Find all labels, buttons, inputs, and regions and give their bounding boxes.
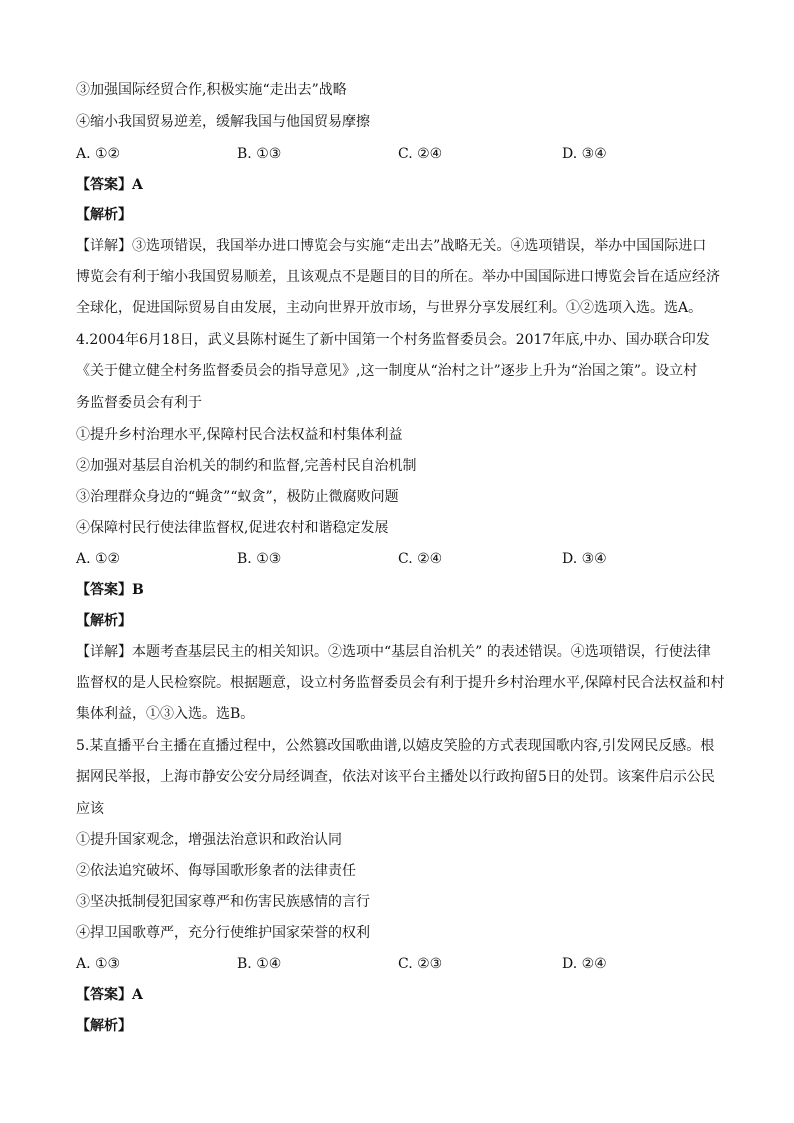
q4-analysis-heading: 【解析】 [76, 613, 132, 629]
q5-option-1: ①提升国家观念，增强法治意识和政治认同 [76, 832, 342, 848]
q4-choice-a: A. ①② [76, 551, 121, 567]
q5-stem-line-1: 5.某直播平台主播在直播过程中，公然篡改国歌曲谱,以嬉皮笑脸的方式表现国歌内容,引发网民反感。根 [76, 738, 715, 754]
q3-choice-b: B. ①③ [237, 146, 282, 162]
q3-option-4: ④缩小我国贸易逆差，缓解我国与他国贸易摩擦 [76, 114, 370, 130]
q5-option-3: ③坚决抵制侵犯国家尊严和伤害民族感情的言行 [76, 894, 370, 910]
q4-choice-d: D. ③④ [562, 551, 607, 567]
q3-answer: 【答案】A [76, 177, 143, 193]
q4-option-1: ①提升乡村治理水平,保障村民合法权益和村集体利益 [76, 427, 403, 443]
q5-answer: 【答案】A [76, 987, 143, 1003]
q4-choice-c: C. ②④ [398, 551, 443, 567]
q5-option-4: ④捍卫国歌尊严，充分行使维护国家荣誉的权利 [76, 925, 370, 941]
q5-choice-c: C. ②③ [398, 956, 443, 972]
q3-detail-line-1: 【详解】③选项错误，我国举办进口博览会与实施“走出去”战略无关。④选项错误，举办中国国际进口 [76, 238, 707, 254]
q5-choices [76, 954, 726, 974]
q3-choice-d: D. ③④ [562, 146, 607, 162]
q5-choice-b: B. ①④ [237, 956, 282, 972]
q4-stem-line-1: 4.2004年6月18日，武义县陈村诞生了新中国第一个村务监督委员会。2017年底,中办、国办联合印发 [76, 332, 710, 348]
q5-choice-d: D. ②④ [562, 956, 607, 972]
q4-option-4: ④保障村民行使法律监督权,促进农村和谐稳定发展 [76, 520, 389, 536]
q3-choices [76, 144, 726, 164]
q4-detail-line-2: 监督权的是人民检察院。根据题意，设立村务监督委员会有利于提升乡村治理水平,保障村民合法权益和村 [76, 675, 725, 691]
q4-stem-line-3: 务监督委员会有利于 [76, 395, 202, 411]
q3-detail-line-2: 博览会有利于缩小我国贸易顺差，且该观点不是题目的目的所在。举办中国国际进口博览会旨在适应经济 [76, 269, 720, 285]
q5-stem-line-3: 应该 [76, 801, 104, 817]
q3-analysis-heading: 【解析】 [76, 207, 132, 223]
q4-option-2: ②加强对基层自治机关的制约和监督,完善村民自治机制 [76, 458, 417, 474]
q4-stem-line-2: 《关于健立健全村务监督委员会的指导意见》,这一制度从“治村之计”逐步上升为“治国之策”。设立村 [76, 363, 698, 379]
q4-detail-line-1: 【详解】本题考查基层民主的相关知识。②选项中“基层自治机关” 的表述错误。④选项错误，行使法律 [76, 644, 711, 660]
q4-option-3: ③治理群众身边的“蝇贪”“蚁贪”，极防止微腐败问题 [76, 489, 399, 505]
q5-option-2: ②依法追究破坏、侮辱国歌形象者的法律责任 [76, 863, 356, 879]
q4-answer: 【答案】B [76, 582, 144, 598]
q5-analysis-heading: 【解析】 [76, 1018, 132, 1034]
q5-stem-line-2: 据网民举报，上海市静安公安分局经调查，依法对该平台主播处以行政拘留5日的处罚。该案件启示公民 [76, 769, 715, 785]
q3-choice-c: C. ②④ [398, 146, 443, 162]
q3-choice-a: A. ①② [76, 146, 121, 162]
q3-option-3: ③加强国际经贸合作,积极实施“走出去”战略 [76, 82, 347, 98]
q4-choice-b: B. ①③ [237, 551, 282, 567]
q4-detail-line-3: 集体利益，①③入选。选B。 [76, 706, 255, 722]
q4-choices [76, 549, 726, 569]
q5-choice-a: A. ①③ [76, 956, 121, 972]
q3-detail-line-3: 全球化，促进国际贸易自由发展，主动向世界开放市场，与世界分享发展红利。①②选项入选。选A。 [76, 300, 703, 316]
